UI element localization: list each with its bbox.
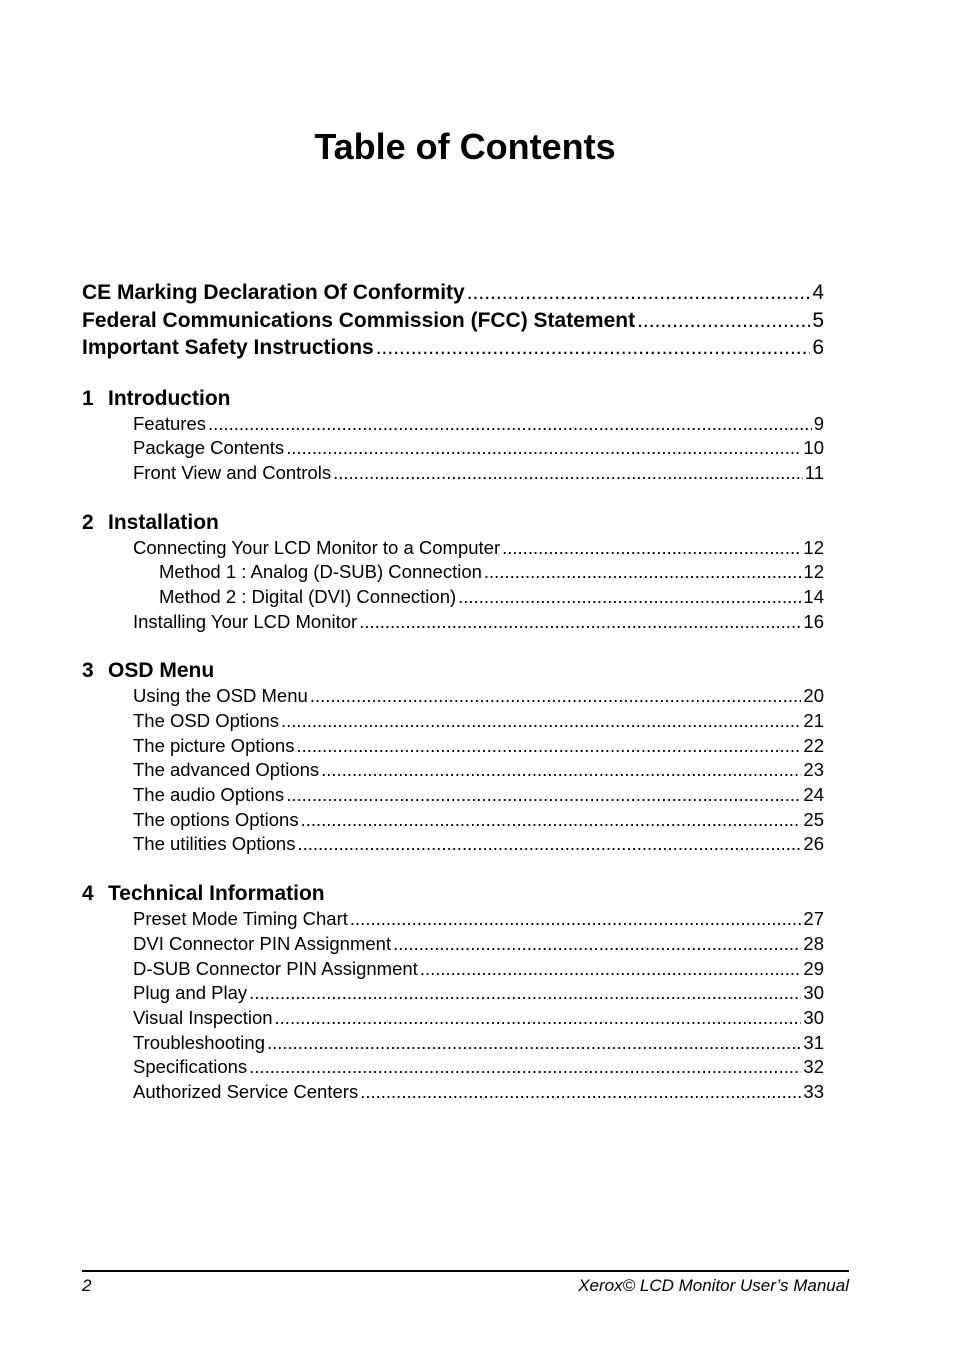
toc-entry[interactable]	[82, 536, 824, 561]
dot-leader	[359, 610, 801, 635]
chapter-title: Installation	[108, 510, 219, 534]
toc-entry-label: Visual Inspection	[133, 1006, 273, 1028]
table-of-contents	[82, 279, 824, 1105]
toc-entry-fcc-statement[interactable]	[82, 307, 824, 335]
toc-page-number: 22	[803, 734, 824, 756]
toc-page-number: 23	[803, 759, 824, 781]
chapter-heading-osd-menu[interactable]	[82, 658, 824, 684]
dot-leader	[458, 585, 801, 610]
toc-entry-label: Plug and Play	[133, 982, 248, 1004]
toc-entry-label: Features	[133, 412, 207, 434]
toc-entry-label: Using the OSD Menu	[133, 685, 308, 707]
toc-page-number: 32	[803, 1056, 824, 1078]
toc-entry-label: DVI Connector PIN Assignment	[133, 932, 392, 954]
toc-entry[interactable]	[82, 461, 824, 486]
dot-leader	[286, 436, 801, 461]
toc-page-number: 20	[803, 685, 824, 707]
toc-entry[interactable]	[82, 808, 824, 833]
toc-entry-label: D-SUB Connector PIN Assignment	[133, 957, 418, 979]
toc-entry[interactable]	[82, 610, 824, 635]
toc-entry[interactable]	[82, 981, 824, 1006]
dot-leader	[275, 1006, 802, 1031]
chapter-title: Introduction	[108, 386, 231, 410]
toc-page-number: 25	[803, 808, 824, 830]
toc-entry-label: Important Safety Instructions	[82, 336, 374, 359]
dot-leader	[321, 758, 801, 783]
toc-page-number: 16	[803, 610, 824, 632]
toc-page-number: 11	[804, 461, 824, 483]
toc-entry-label: The options Options	[133, 808, 299, 830]
toc-entry[interactable]	[82, 436, 824, 461]
toc-entry[interactable]	[82, 1031, 824, 1056]
chapter-number: 2	[82, 510, 94, 534]
toc-entry[interactable]	[82, 932, 824, 957]
toc-entry-label: The advanced Options	[133, 759, 320, 781]
toc-entry[interactable]	[82, 907, 824, 932]
dot-leader	[360, 1080, 801, 1105]
toc-entry-ce-marking[interactable]	[82, 279, 824, 307]
dot-leader	[350, 907, 802, 932]
chapter-heading-installation[interactable]	[82, 510, 824, 536]
toc-entry-label: Federal Communications Commission (FCC) Statement	[82, 308, 636, 332]
chapter-heading-technical-information[interactable]	[82, 881, 824, 907]
dot-leader	[376, 334, 811, 362]
toc-entry-label: Troubleshooting	[133, 1031, 265, 1053]
dot-leader	[637, 307, 810, 335]
dot-leader	[249, 1055, 801, 1080]
toc-entry[interactable]	[82, 1055, 824, 1080]
toc-page-number: 4	[812, 281, 824, 304]
toc-page-number: 30	[803, 1006, 824, 1028]
toc-page-number: 6	[812, 336, 824, 359]
dot-leader	[249, 981, 801, 1006]
toc-page-number: 14	[803, 585, 824, 607]
chapter-number: 4	[82, 882, 94, 906]
toc-page-number: 27	[803, 908, 824, 930]
toc-subentry[interactable]	[82, 585, 824, 610]
footer-page-number: 2	[82, 1276, 92, 1295]
toc-entry[interactable]	[82, 709, 824, 734]
toc-page-number: 21	[803, 710, 824, 731]
toc-entry-safety-instructions[interactable]	[82, 334, 824, 362]
dot-leader	[267, 1031, 801, 1056]
toc-entry-label: Preset Mode Timing Chart	[133, 908, 348, 930]
toc-page-number: 26	[803, 833, 824, 855]
chapter-title: Technical Information	[108, 882, 325, 906]
footer-divider	[82, 1270, 849, 1272]
toc-page-number: 12	[803, 561, 824, 583]
toc-entry-label: Installing Your LCD Monitor	[133, 610, 358, 632]
dot-leader	[467, 279, 811, 307]
toc-entry[interactable]	[82, 758, 824, 783]
dot-leader	[310, 684, 802, 709]
toc-entry-label: Method 1 : Analog (D-SUB) Connection	[159, 561, 482, 583]
dot-leader	[296, 734, 801, 759]
dot-leader	[393, 932, 801, 957]
page-title: Table of Contents	[314, 126, 616, 167]
toc-page-number: 30	[803, 982, 824, 1004]
toc-page-number: 9	[813, 412, 824, 434]
toc-page-number: 12	[803, 536, 824, 558]
toc-entry[interactable]	[82, 783, 824, 808]
toc-page-number: 28	[803, 932, 824, 954]
toc-entry[interactable]	[82, 412, 824, 437]
toc-page-number: 29	[803, 957, 824, 979]
toc-subentry[interactable]	[82, 560, 824, 585]
toc-page-number: 10	[803, 437, 824, 459]
toc-entry-label: Specifications	[133, 1056, 248, 1078]
dot-leader	[420, 957, 802, 982]
dot-leader	[333, 461, 803, 486]
toc-entry-label: The utilities Options	[133, 833, 296, 855]
toc-entry-label: Package Contents	[133, 437, 285, 459]
footer-manual-title: Xerox© LCD Monitor User’s Manual	[578, 1276, 849, 1295]
toc-entry[interactable]	[82, 957, 824, 982]
toc-entry[interactable]	[82, 1006, 824, 1031]
dot-leader	[281, 709, 801, 734]
toc-entry-label: The OSD Options	[133, 710, 280, 731]
toc-page-number: 24	[803, 784, 824, 806]
dot-leader	[297, 832, 801, 857]
toc-entry-label: CE Marking Declaration Of Conformity	[82, 281, 465, 304]
toc-entry[interactable]	[82, 1080, 824, 1105]
toc-entry[interactable]	[82, 684, 824, 709]
chapter-heading-introduction[interactable]	[82, 386, 824, 412]
chapter-number: 3	[82, 659, 94, 683]
dot-leader	[301, 808, 802, 833]
toc-page-number: 5	[812, 308, 824, 332]
toc-page-number: 33	[803, 1080, 824, 1102]
toc-entry[interactable]	[82, 832, 824, 857]
toc-entry-label: Authorized Service Centers	[133, 1080, 359, 1102]
dot-leader	[502, 536, 801, 561]
toc-entry-label: The picture Options	[133, 734, 295, 756]
chapter-number: 1	[82, 386, 94, 410]
toc-page-number: 31	[803, 1031, 824, 1053]
toc-entry-label: Connecting Your LCD Monitor to a Computer	[133, 536, 501, 558]
toc-entry-label: Method 2 : Digital (DVI) Connection)	[159, 585, 457, 607]
dot-leader	[208, 412, 812, 437]
toc-entry-label: Front View and Controls	[133, 461, 332, 483]
toc-entry-label: The audio Options	[133, 784, 285, 806]
dot-leader	[484, 560, 802, 585]
dot-leader	[286, 783, 801, 808]
chapter-title: OSD Menu	[108, 659, 215, 683]
toc-entry[interactable]	[82, 734, 824, 759]
